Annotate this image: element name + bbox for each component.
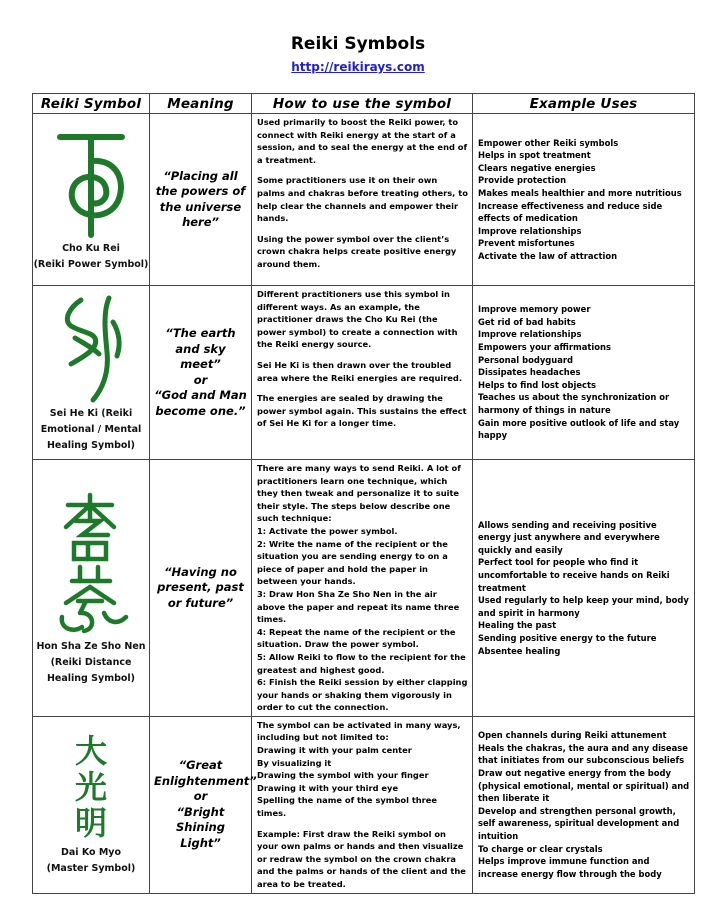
symbol-name: Sei He Ki (Reiki	[49, 407, 133, 419]
meaning-cell	[150, 716, 257, 893]
use-item: Improve relationships	[478, 225, 582, 236]
header-example-uses: Example Uses	[473, 94, 695, 114]
step-text: : Activate the power symbol.	[262, 525, 398, 536]
cho-ku-rei-symbol-image	[50, 127, 132, 239]
table-row	[33, 716, 695, 893]
page-title: Reiki Symbols	[290, 34, 426, 54]
kanji-ko: 光	[74, 767, 107, 806]
table-row	[33, 286, 695, 460]
meaning-line: “God and Man become one.”	[154, 388, 247, 418]
use-item: Helps to find lost objects	[478, 379, 596, 390]
use-item: Makes meals healthier and more nutritious	[478, 187, 682, 198]
how-cell	[252, 114, 473, 286]
meaning-cell	[150, 286, 252, 460]
how-line: Drawing it with your third eye	[257, 782, 399, 793]
how-step	[257, 626, 468, 651]
how-paragraph: Sei He Ki is then drawn over the troubled area where the Reiki energies are required.	[257, 359, 463, 383]
meaning-cell: “Placing all the powers of the universe here”	[150, 114, 252, 286]
use-item: Gain more positive outlook of life and stay happy	[478, 417, 680, 441]
table-row	[33, 114, 695, 286]
use-item: Open channels during Reiki attunement	[478, 730, 667, 741]
how-intro: There are many ways to send Reiki. A lot of practitioners learn one technique, which they then tweak and personalize it to suite their style. The steps below describe one such technique:	[257, 463, 461, 524]
header-how-to-use: How to use the symbol	[252, 94, 473, 114]
how-line: The symbol can be activated in many ways, including but not limited to:	[257, 719, 461, 743]
symbol-cell	[33, 716, 150, 893]
step-number: 2	[257, 538, 263, 549]
use-item: Prevent misfortunes	[478, 238, 575, 249]
how-step	[257, 525, 468, 538]
uses-cell	[473, 716, 695, 893]
use-item: To charge or clear crystals	[478, 843, 603, 854]
how-paragraph: Used primarily to boost the Reiki power, to connect with Reiki energy at the start of a session, and to seal the energy at the end of a treatment.	[257, 117, 468, 165]
symbol-name: Hon Sha Ze Sho Nen	[36, 640, 146, 652]
meaning-cell: “Having no present, past or future”	[150, 460, 252, 717]
how-line: Drawing it with your palm center	[257, 745, 412, 756]
use-item: Heals the chakras, the aura and any disease that initiates from our subconscious beliefs	[478, 742, 688, 766]
meaning-line: or	[193, 789, 208, 804]
use-item: Activate the law of attraction	[478, 250, 618, 261]
uses-cell	[473, 286, 695, 460]
how-paragraph: Different practitioners use this symbol in different ways. As an example, the practitioner draws the Cho Ku Rei (the power symbol) to create a connection with the Reiki energy source.	[257, 289, 458, 350]
how-step	[257, 588, 468, 626]
meaning-line: “Great Enlightenment”	[154, 758, 257, 788]
how-line: Spelling the name of the symbol three times.	[257, 795, 438, 819]
header-reiki-symbol: Reiki Symbol	[33, 94, 150, 114]
use-item: Get rid of bad habits	[478, 316, 576, 327]
header-meaning: Meaning	[150, 94, 252, 114]
how-line: Drawing the symbol with your finger	[257, 770, 429, 781]
table-header-row	[33, 94, 695, 114]
use-item: Allows sending and receiving positive energy just anywhere and everywhere quickly and easily	[478, 519, 660, 555]
use-item: Improve relationships	[478, 329, 582, 340]
use-item: Healing the past	[478, 620, 557, 631]
use-item: Helps in spot treatment	[478, 150, 591, 161]
symbol-subtitle: Emotional / Mental Healing Symbol)	[40, 423, 142, 451]
how-step	[257, 538, 468, 588]
symbol-name: Cho Ku Rei	[62, 242, 120, 254]
table-row	[33, 460, 695, 717]
how-cell	[252, 460, 473, 717]
how-paragraph: Some practitioners use it on their own palms and chakras before treating others, to help clear the channels and empower their hands.	[257, 175, 468, 224]
symbol-subtitle: (Reiki Power Symbol)	[33, 258, 149, 270]
step-number: 4	[257, 626, 263, 637]
step-text: : Finish the Reiki session by either clapping your hands or shaking them vigorously in order to cut the connection.	[257, 677, 468, 713]
how-line: By visualizing it	[257, 757, 332, 768]
use-item: Used regularly to help keep your mind, body and spirit in harmony	[478, 595, 689, 618]
hon-sha-ze-sho-nen-symbol-image	[48, 489, 134, 637]
symbol-cell	[33, 460, 150, 717]
step-number: 1	[257, 525, 263, 536]
symbol-cell	[33, 114, 150, 286]
use-item: Teaches us about the synchronization or harmony of things in nature	[478, 392, 670, 415]
use-item: Empower other Reiki symbols	[478, 137, 619, 148]
use-item: Absentee healing	[478, 645, 561, 656]
use-item: Sending positive energy to the future	[478, 633, 657, 644]
step-number: 3	[257, 588, 263, 599]
sei-he-ki-symbol-image	[51, 292, 131, 404]
how-cell	[252, 286, 473, 460]
how-step	[257, 676, 468, 714]
use-item: Increase effectiveness and reduce side effects of medication	[478, 200, 663, 224]
use-item: Personal bodyguard	[478, 354, 574, 365]
symbol-name: Dai Ko Myo	[60, 846, 122, 858]
step-text: : Write the name of the recipient or the situation you are sending energy to on a piece of paper and hold the paper in between your hands.	[257, 538, 448, 587]
meaning-line: “The earth and sky meet”	[165, 326, 236, 371]
use-item: Helps improve immune function and increase energy flow through the body	[478, 856, 662, 879]
symbol-subtitle: (Reiki Distance Healing Symbol)	[46, 656, 136, 684]
reiki-symbols-table	[32, 93, 695, 894]
use-item: Empowers your affirmations	[478, 342, 611, 353]
step-number: 6	[257, 677, 263, 688]
step-text: : Allow Reiki to flow to the recipient for the greatest and highest good.	[257, 651, 466, 675]
step-text: : Repeat the name of the recipient or the situation. Draw the power symbol.	[257, 626, 456, 650]
site-link[interactable]: http://reikirays.com	[291, 60, 425, 74]
symbol-subtitle: (Master Symbol)	[46, 862, 136, 874]
kanji-dai: 大	[74, 731, 107, 770]
meaning-line: or	[193, 372, 208, 387]
step-number: 5	[257, 651, 263, 662]
uses-cell	[473, 114, 695, 286]
dai-ko-myo-symbol-image	[33, 733, 149, 841]
uses-cell	[473, 460, 695, 717]
use-item: Develop and strengthen personal growth, self awareness, spiritual development and intuition	[478, 805, 680, 841]
use-item: Provide protection	[478, 175, 567, 186]
how-paragraph: Using the power symbol over the client’s crown chakra helps create positive energy around them.	[257, 233, 457, 269]
how-paragraph: The energies are sealed by drawing the power symbol again. This sustains the effect of Sei He Ki for a longer time.	[257, 393, 467, 429]
kanji-myo: 明	[74, 803, 107, 842]
use-item: Clears negative energies	[478, 162, 596, 173]
how-example: Example: First draw the Reiki symbol on your own palms or hands and then visualize or redraw the symbol on the crown chakra and the palms or hands of the client and the area to be treated.	[257, 828, 466, 889]
how-step	[257, 651, 468, 676]
use-item: Improve memory power	[478, 304, 591, 315]
how-cell	[252, 716, 473, 893]
use-item: Draw out negative energy from the body (physical emotional, mental or spiritual) and then liberate it	[478, 767, 690, 804]
use-item: Perfect tool for people who find it uncomfortable to receive hands on Reiki treatment	[478, 557, 670, 593]
step-text: : Draw Hon Sha Ze Sho Nen in the air above the paper and repeat its name three times.	[257, 588, 460, 625]
symbol-cell	[33, 286, 150, 460]
meaning-line: “Bright Shining Light”	[176, 804, 225, 850]
use-item: Dissipates headaches	[478, 367, 581, 378]
